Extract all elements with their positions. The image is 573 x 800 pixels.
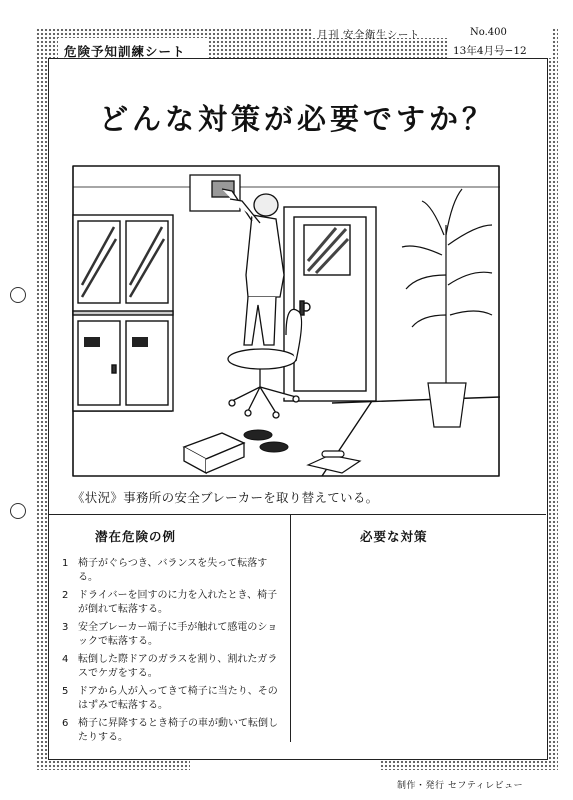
page-title: どんな対策が必要ですか？ xyxy=(98,102,495,136)
table-top-rule xyxy=(48,514,546,515)
list-item: 2 ドライバーを回すのに力を入れたとき、椅子が倒れて転落する。 xyxy=(62,590,278,615)
list-item: 6 椅子に昇降するとき椅子の車が動いて転倒したりする。 xyxy=(62,718,278,743)
binder-hole-top xyxy=(10,287,26,303)
issue-date: 13年4月号−12 xyxy=(453,45,527,57)
tool-box xyxy=(184,433,244,473)
countermeasure-column-header: 必要な対策 xyxy=(360,529,428,544)
issue-number: No.400 xyxy=(470,27,507,38)
list-item: 1 椅子がぐらつき、バランスを失って転落する。 xyxy=(62,558,268,583)
hazard-column-header: 潜在危険の例 xyxy=(95,529,177,544)
footer-strip xyxy=(190,759,380,770)
potted-plant xyxy=(402,189,492,427)
hazard-list xyxy=(62,557,286,749)
cabinet xyxy=(73,215,173,411)
binder-hole-bottom xyxy=(10,503,26,519)
list-item: 3 安全ブレーカー端子に手が触れて感電のショックで転落する。 xyxy=(62,622,278,647)
publisher-credit: 制作・発行 セフティレビュー xyxy=(397,781,524,791)
magazine-name: 月刊 安全衛生シート xyxy=(317,29,420,41)
sheet-title: 危険予知訓練シート xyxy=(64,44,186,59)
list-item: 4 転倒した際ドアのガラスを割り、割れたガラスでケガをする。 xyxy=(62,654,278,679)
office-scene-illustration xyxy=(72,165,500,477)
shoes xyxy=(244,430,288,452)
desk-phone xyxy=(308,451,360,473)
worker xyxy=(222,189,284,345)
table-column-divider xyxy=(290,514,291,742)
list-item: 5 ドアから人が入ってきて椅子に当たり、そのはずみで転落する。 xyxy=(62,686,278,711)
situation-description: 《状況》事務所の安全ブレーカーを取り替えている。 xyxy=(72,490,379,505)
